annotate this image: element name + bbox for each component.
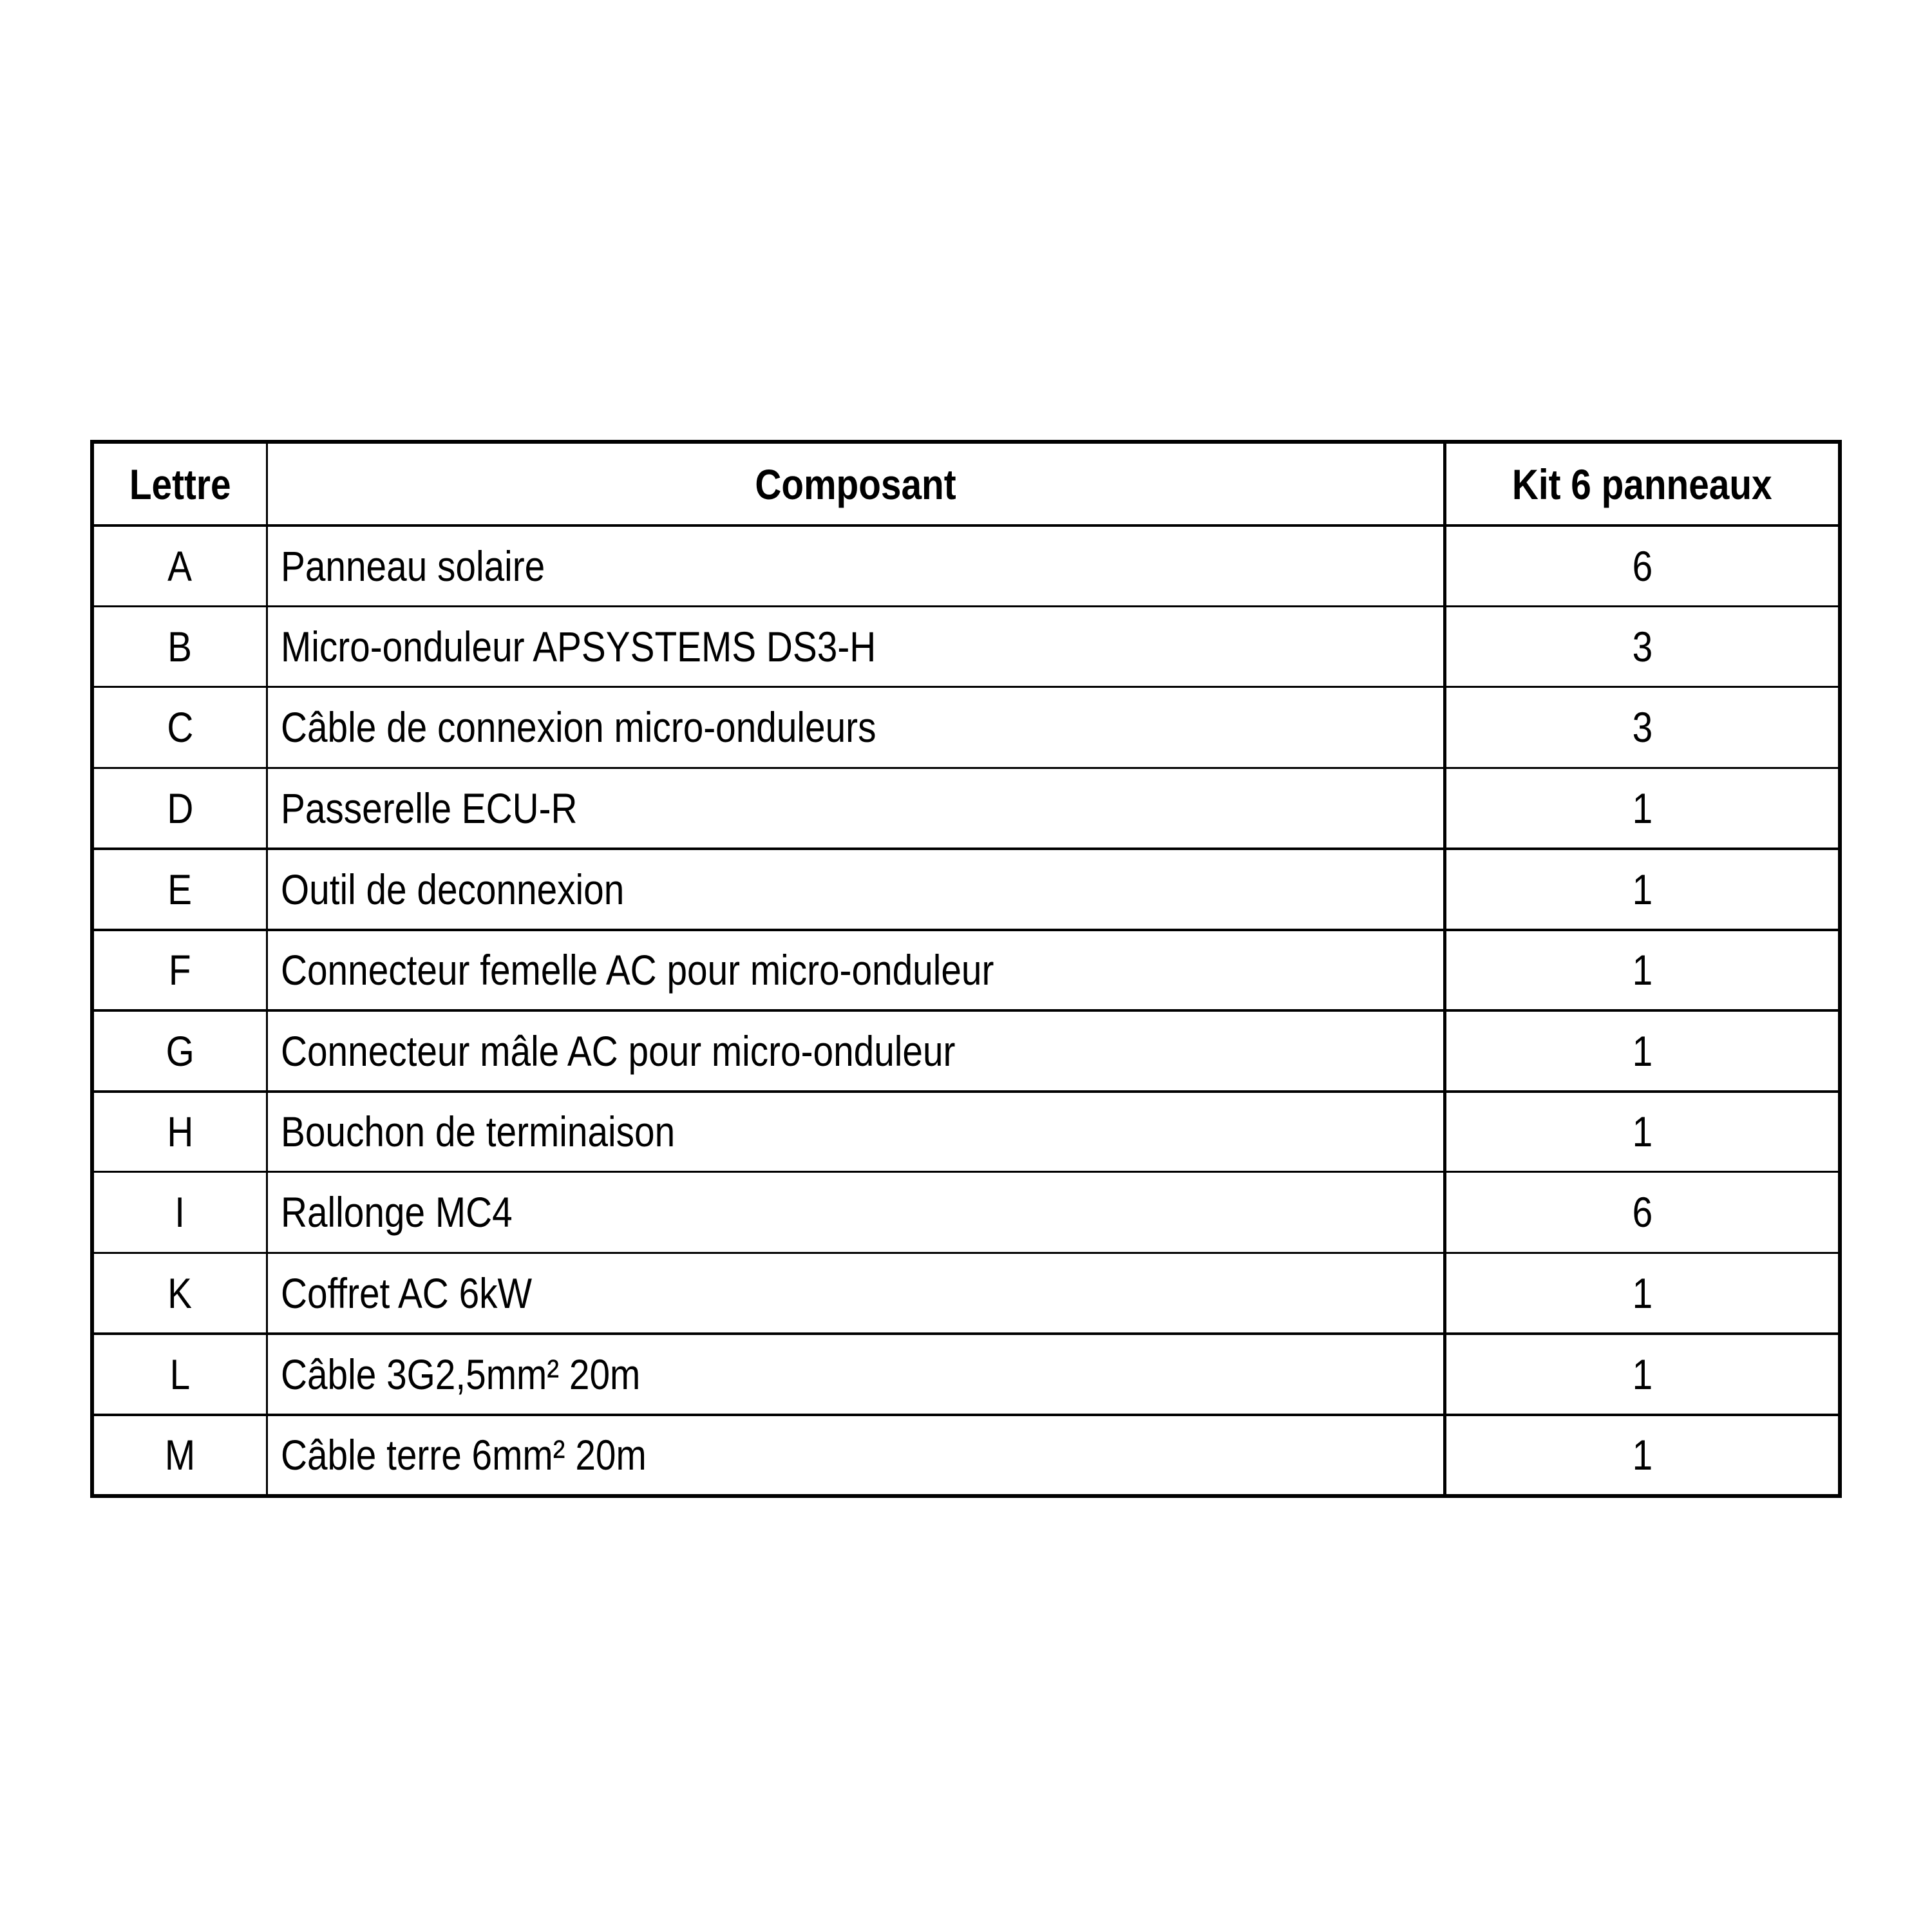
quantity-cell [1446, 850, 1838, 929]
letter-cell [94, 1093, 268, 1171]
table-row [94, 1009, 1838, 1090]
quantity-cell [1446, 931, 1838, 1010]
letter-value: G [166, 1027, 194, 1075]
component-cell [268, 607, 1446, 687]
table-row [94, 605, 1838, 687]
quantity-value: 1 [1632, 865, 1653, 913]
letter-value: F [169, 946, 191, 994]
table-row [94, 1252, 1838, 1333]
letter-value: I [175, 1188, 185, 1236]
component-cell [268, 850, 1446, 929]
letter-cell [94, 769, 268, 848]
component-cell [268, 1093, 1446, 1171]
quantity-cell [1446, 1173, 1838, 1252]
quantity-value: 1 [1632, 784, 1653, 832]
component-cell [268, 1012, 1446, 1090]
letter-cell [94, 527, 268, 605]
component-cell [268, 1173, 1446, 1252]
letter-value: L [169, 1350, 191, 1398]
quantity-value: 3 [1632, 703, 1653, 752]
component-value: Coffret AC 6kW [281, 1269, 533, 1317]
letter-cell [94, 931, 268, 1010]
component-value: Connecteur femelle AC pour micro-onduleur [281, 946, 994, 994]
letter-cell [94, 1335, 268, 1414]
header-component-label: Composant [755, 460, 956, 508]
quantity-value: 1 [1632, 1108, 1653, 1156]
header-quantity [1446, 444, 1838, 524]
quantity-cell [1446, 1012, 1838, 1090]
header-component [268, 444, 1446, 524]
table-row [94, 767, 1838, 848]
letter-cell [94, 607, 268, 687]
letter-cell [94, 1254, 268, 1333]
header-quantity-label: Kit 6 panneaux [1512, 460, 1772, 508]
letter-cell [94, 1173, 268, 1252]
quantity-cell [1446, 1093, 1838, 1171]
letter-value: A [167, 542, 193, 590]
quantity-cell [1446, 527, 1838, 605]
quantity-value: 1 [1632, 1350, 1653, 1398]
quantity-cell [1446, 1254, 1838, 1333]
component-cell [268, 1335, 1446, 1414]
quantity-cell [1446, 1335, 1838, 1414]
component-cell [268, 1416, 1446, 1495]
quantity-cell [1446, 688, 1838, 767]
table-row [94, 1332, 1838, 1414]
header-letter-label: Lettre [129, 460, 231, 508]
component-cell [268, 527, 1446, 605]
quantity-value: 1 [1632, 1027, 1653, 1075]
table-header-row [94, 444, 1838, 524]
table-row [94, 1171, 1838, 1252]
letter-value: H [166, 1108, 193, 1156]
component-cell [268, 931, 1446, 1010]
quantity-cell [1446, 1416, 1838, 1495]
table-row [94, 1090, 1838, 1171]
table-row [94, 929, 1838, 1010]
component-value: Rallonge MC4 [281, 1188, 513, 1236]
letter-value: K [167, 1269, 193, 1317]
header-letter [94, 444, 268, 524]
quantity-value: 3 [1632, 622, 1653, 670]
component-value: Passerelle ECU-R [281, 784, 578, 832]
quantity-cell [1446, 769, 1838, 848]
quantity-value: 1 [1632, 1431, 1653, 1479]
letter-value: D [166, 784, 193, 832]
component-value: Outil de deconnexion [281, 865, 625, 913]
letter-value: B [167, 622, 193, 670]
quantity-cell [1446, 607, 1838, 687]
component-value: Bouchon de terminaison [281, 1108, 676, 1156]
component-cell [268, 1254, 1446, 1333]
component-value: Câble 3G2,5mm² 20m [281, 1350, 641, 1398]
letter-value: E [167, 865, 193, 913]
quantity-value: 1 [1632, 1269, 1653, 1317]
letter-cell [94, 1416, 268, 1495]
letter-value: C [166, 703, 193, 752]
letter-value: M [164, 1431, 196, 1479]
letter-cell [94, 1012, 268, 1090]
component-value: Câble terre 6mm² 20m [281, 1431, 647, 1479]
component-cell [268, 688, 1446, 767]
component-value: Panneau solaire [281, 542, 545, 590]
quantity-value: 6 [1632, 1188, 1653, 1236]
table-row [94, 1414, 1838, 1495]
component-value: Câble de connexion micro-onduleurs [281, 703, 876, 752]
table-row [94, 524, 1838, 605]
component-value: Connecteur mâle AC pour micro-onduleur [281, 1027, 956, 1075]
table-row [94, 686, 1838, 767]
components-table [90, 440, 1842, 1498]
component-cell [268, 769, 1446, 848]
component-value: Micro-onduleur APSYSTEMS DS3-H [281, 622, 876, 670]
quantity-value: 6 [1632, 542, 1653, 590]
quantity-value: 1 [1632, 946, 1653, 994]
letter-cell [94, 850, 268, 929]
letter-cell [94, 688, 268, 767]
table-row [94, 848, 1838, 929]
